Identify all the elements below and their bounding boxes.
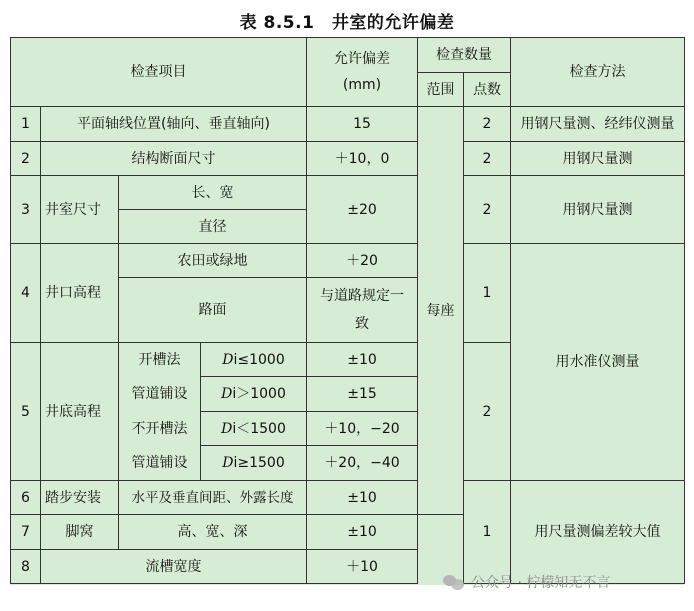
condition-cell — [201, 377, 307, 412]
tolerance-cell: ±15 — [307, 377, 418, 412]
table-row — [11, 107, 685, 142]
table-row — [11, 176, 685, 210]
condition-cell — [201, 343, 307, 377]
subitem-cell: 直径 — [119, 210, 307, 244]
points-cell: 1 — [464, 244, 511, 343]
header-tolerance-label: 允许偏差 — [334, 51, 390, 67]
watermark — [443, 570, 683, 594]
wechat-icon — [443, 574, 465, 590]
tolerance-cell: ＋10 — [307, 550, 418, 584]
method-group-line: 管道铺设 — [131, 386, 188, 403]
row-number: 1 — [11, 107, 41, 142]
tolerance-cell: ±10 — [307, 515, 418, 550]
condition-var: D — [222, 455, 234, 471]
item-cell: 踏步安装 — [41, 481, 119, 515]
table-row — [11, 142, 685, 176]
condition-text: i≤1000 — [233, 351, 285, 368]
tolerance-line: 致 — [355, 316, 369, 332]
item-cell: 井口高程 — [41, 244, 119, 343]
row-number: 3 — [11, 176, 41, 244]
tolerance-cell: ±10 — [307, 481, 418, 515]
points-cell: 1 — [464, 481, 511, 584]
subitem-cell: 长、宽 — [119, 176, 307, 210]
row-number: 6 — [11, 481, 41, 515]
tolerance-cell: ＋20，−40 — [307, 446, 418, 481]
header-points: 点数 — [464, 73, 511, 107]
row-number: 7 — [11, 515, 41, 550]
condition-var: D — [221, 420, 233, 437]
method-group-line: 不开槽法 — [131, 420, 188, 437]
method-cell: 用尺量测偏差较大值 — [511, 481, 685, 584]
tolerance-cell: ＋10，−20 — [307, 412, 418, 446]
scope-cell: 每座 — [418, 107, 464, 515]
condition-text: i＞1000 — [232, 386, 286, 402]
subitem-cell: 高、宽、深 — [119, 515, 307, 550]
row-number: 5 — [11, 343, 41, 481]
method-group-line: 管道铺设 — [131, 454, 188, 471]
tolerance-cell: ±20 — [307, 176, 418, 244]
header-scope: 范围 — [418, 73, 464, 107]
tolerance-cell: ±10 — [307, 343, 418, 377]
row-number: 8 — [11, 550, 41, 584]
table-row — [11, 244, 685, 278]
item-cell: 脚窝 — [41, 515, 119, 550]
condition-text: i＜1500 — [232, 420, 286, 437]
tolerance-table-frame — [10, 37, 684, 585]
condition-var: D — [222, 351, 234, 368]
points-cell: 2 — [464, 107, 511, 142]
tolerance-line: 与道路规定一 — [320, 288, 404, 304]
watermark-text: 公众号 · 柠檬知无不言 — [471, 575, 611, 591]
condition-cell — [201, 446, 307, 481]
condition-text: i≥1500 — [233, 455, 285, 471]
method-cell: 用钢尺量测、经纬仪测量 — [511, 107, 685, 142]
table-title: 表 8.5.1 井室的允许偏差 — [239, 13, 455, 33]
row-number: 2 — [11, 142, 41, 176]
condition-var: D — [221, 386, 233, 402]
header-quantity: 检查数量 — [418, 38, 511, 73]
item-cell: 井室尺寸 — [41, 176, 119, 244]
points-cell: 2 — [464, 142, 511, 176]
tolerance-cell — [307, 278, 418, 343]
method-cell: 用水准仪测量 — [511, 244, 685, 481]
header-tolerance — [307, 38, 418, 107]
header-item: 检查项目 — [11, 38, 307, 107]
row-number: 4 — [11, 244, 41, 343]
tolerance-cell: 15 — [307, 107, 418, 142]
item-cell: 流槽宽度 — [41, 550, 307, 584]
points-cell: 2 — [464, 343, 511, 481]
condition-cell — [201, 412, 307, 446]
method-group-cell — [119, 412, 201, 481]
tolerance-cell: ＋20 — [307, 244, 418, 278]
item-cell: 结构断面尺寸 — [41, 142, 307, 176]
item-cell: 井底高程 — [41, 343, 119, 481]
header-method: 检查方法 — [511, 38, 685, 107]
subitem-cell: 路面 — [119, 278, 307, 343]
subitem-cell: 农田或绿地 — [119, 244, 307, 278]
method-group-cell — [119, 343, 201, 412]
method-group-line: 开槽法 — [138, 352, 181, 369]
method-cell: 用钢尺量测 — [511, 142, 685, 176]
tolerance-cell: ＋10，0 — [307, 142, 418, 176]
header-tolerance-unit: (mm) — [342, 77, 382, 93]
points-cell: 2 — [464, 176, 511, 244]
method-cell: 用钢尺量测 — [511, 176, 685, 244]
item-cell: 平面轴线位置(轴向、垂直轴向) — [41, 107, 307, 142]
table-row — [11, 481, 685, 515]
tolerance-table — [10, 37, 685, 584]
subitem-cell: 水平及垂直间距、外露长度 — [119, 481, 307, 515]
